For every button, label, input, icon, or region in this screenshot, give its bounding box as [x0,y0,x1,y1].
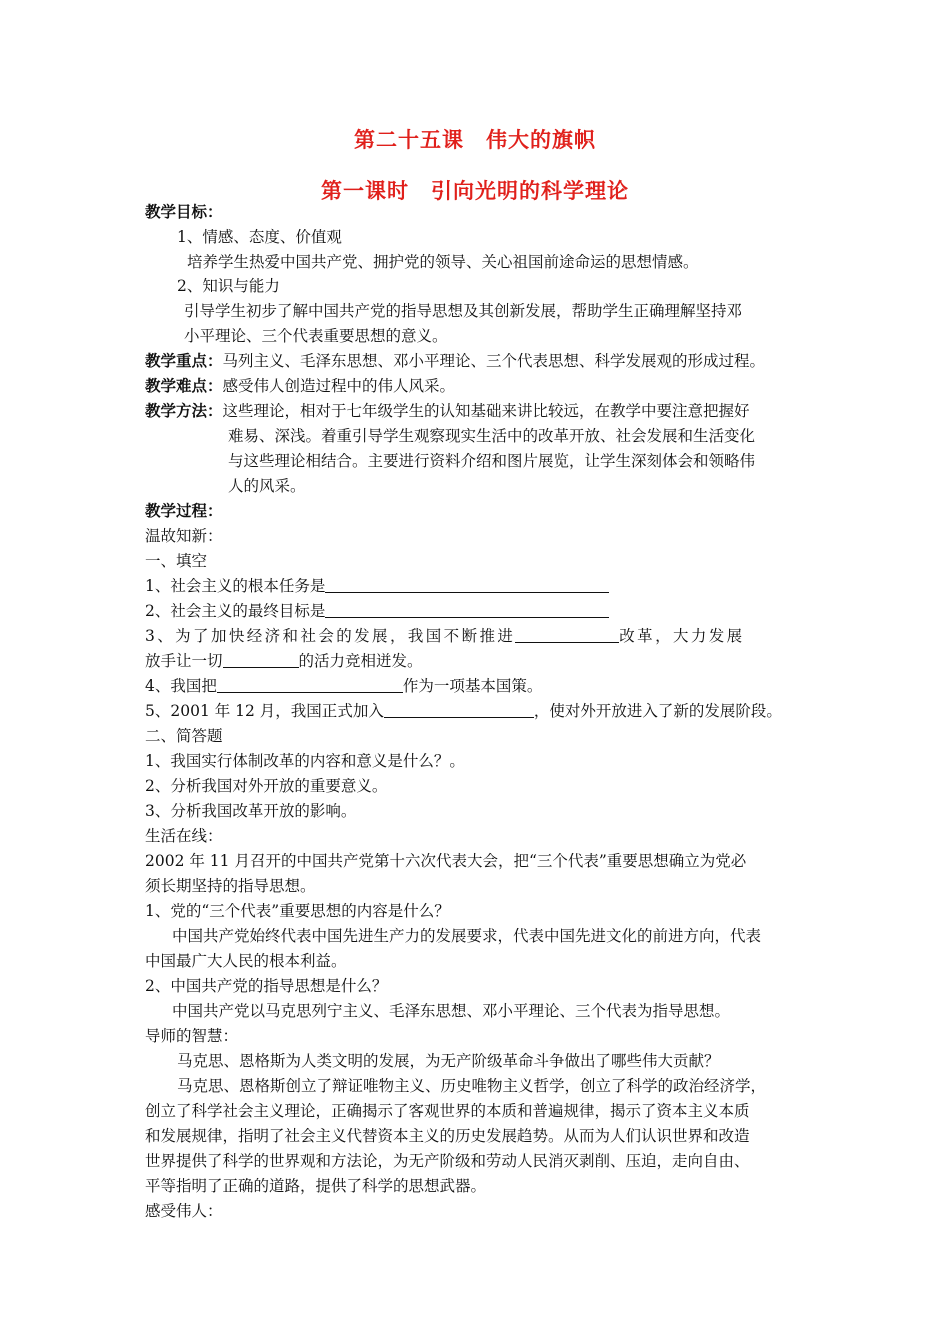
feel-heading: 感受伟人： [145,1202,223,1220]
fill-question-1 [145,574,609,598]
fill-question-4-text-a: 4、我国把 [145,677,217,695]
mentor-answer-line-1: 马克思、恩格斯创立了辩证唯物主义、历史唯物主义哲学，创立了科学的政治经济学， [177,1077,767,1095]
life-paragraph-2: 须长期坚持的指导思想。 [145,877,316,895]
short-answer-1: 1、我国实行体制改革的内容和意义是什么？。 [145,752,465,770]
objective-item-1: 1、情感、态度、价值观 [177,228,342,246]
fill-question-5 [145,699,782,723]
life-answer-1-line-1: 中国共产党始终代表中国先进生产力的发展要求，代表中国先进文化的前进方向，代表 [172,927,762,945]
difficulties-text: 感受伟人创造过程中的伟人风采。 [222,377,456,395]
objective-item-2-text-2: 小平理论、三个代表重要思想的意义。 [184,327,448,345]
life-answer-2: 中国共产党以马克思列宁主义、毛泽东思想、邓小平理论、三个代表为指导思想。 [172,1002,731,1020]
mentor-question: 马克思、恩格斯为人类文明的发展，为无产阶级革命斗争做出了哪些伟大贡献？ [177,1052,720,1070]
fill-question-2-text: 2、社会主义的最终目标是 [145,602,326,620]
lesson-subtitle: 第一课时 引向光明的科学理论 [321,179,629,203]
answer-blank-4[interactable] [217,676,403,693]
review-heading: 温故知新： [145,527,223,545]
key-points-text: 马列主义、毛泽东思想、邓小平理论、三个代表思想、科学发展观的形成过程。 [222,352,766,370]
fill-question-4 [145,674,542,698]
fill-question-5-text-b: ，使对外开放进入了新的发展阶段。 [533,702,782,720]
answer-blank-3b[interactable] [223,651,299,668]
life-answer-1-line-2: 中国最广大人民的根本利益。 [145,952,347,970]
fill-question-3-cont [145,649,423,673]
fill-question-3-text-b: 改革，大力发展 [619,627,745,645]
method-line-4: 人的风采。 [228,477,306,495]
fill-question-4-text-b: 作为一项基本国策。 [402,677,543,695]
short-answer-heading: 二、简答题 [145,727,223,745]
fill-question-2 [145,599,609,623]
fill-question-3-text-d: 的活力竞相迸发。 [298,652,423,670]
life-question-1: 1、党的“三个代表”重要思想的内容是什么？ [145,902,450,920]
method-line-1: 这些理论，相对于七年级学生的认知基础来讲比较远，在教学中要注意把握好 [222,402,750,420]
difficulties-label: 教学难点： [145,377,223,395]
process-heading: 教学过程： [145,502,223,520]
answer-blank-2[interactable] [325,601,609,618]
method-line-3: 与这些理论相结合。主要进行资料介绍和图片展览，让学生深刻体会和领略伟 [228,452,756,470]
objective-item-2-text-1: 引导学生初步了解中国共产党的指导思想及其创新发展，帮助学生正确理解坚持邓 [184,302,743,320]
fill-question-3-text-c: 放手让一切 [145,652,223,670]
life-paragraph-1: 2002 年 11 月召开的中国共产党第十六次代表大会，把“三个代表”重要思想确立为党必 [145,852,747,870]
mentor-answer-line-5: 平等指明了正确的道路，提供了科学的思想武器。 [145,1177,487,1195]
fill-question-5-text-a: 5、2001 年 12 月，我国正式加入 [145,702,384,720]
key-points [145,349,765,373]
method-line-2: 难易、深浅。着重引导学生观察现实生活中的改革开放、社会发展和生活变化 [228,427,756,445]
life-heading: 生活在线： [145,827,223,845]
objectives-heading: 教学目标： [145,203,223,221]
short-answer-2: 2、分析我国对外开放的重要意义。 [145,777,388,795]
mentor-answer-line-3: 和发展规律，指明了社会主义代替资本主义的历史发展趋势。从而为人们认识世界和改造 [145,1127,750,1145]
life-question-2: 2、中国共产党的指导思想是什么？ [145,977,388,995]
key-points-label: 教学重点： [145,352,223,370]
objective-item-1-text: 培养学生热爱中国共产党、拥护党的领导、关心祖国前途命运的思想情感。 [187,253,699,271]
fill-question-1-text: 1、社会主义的根本任务是 [145,577,326,595]
answer-blank-5[interactable] [384,701,534,718]
lesson-title: 第二十五课 伟大的旗帜 [354,128,596,152]
fill-question-3-text-a: 3、为了加快经济和社会的发展，我国不断推进 [145,627,516,645]
method [145,399,750,423]
answer-blank-3a[interactable] [515,626,619,643]
method-label: 教学方法： [145,402,223,420]
mentor-answer-line-4: 世界提供了科学的世界观和方法论，为无产阶级和劳动人民消灭剥削、压迫，走向自由、 [145,1152,750,1170]
fill-question-3 [145,624,807,648]
short-answer-3: 3、分析我国改革开放的影响。 [145,802,357,820]
difficulties [145,374,455,398]
answer-blank-1[interactable] [325,576,609,593]
objective-item-2: 2、知识与能力 [177,277,280,295]
mentor-answer-line-2: 创立了科学社会主义理论，正确揭示了客观世界的本质和普遍规律，揭示了资本主义本质 [145,1102,750,1120]
mentor-heading: 导师的智慧： [145,1027,239,1045]
fill-heading: 一、填空 [145,552,208,570]
